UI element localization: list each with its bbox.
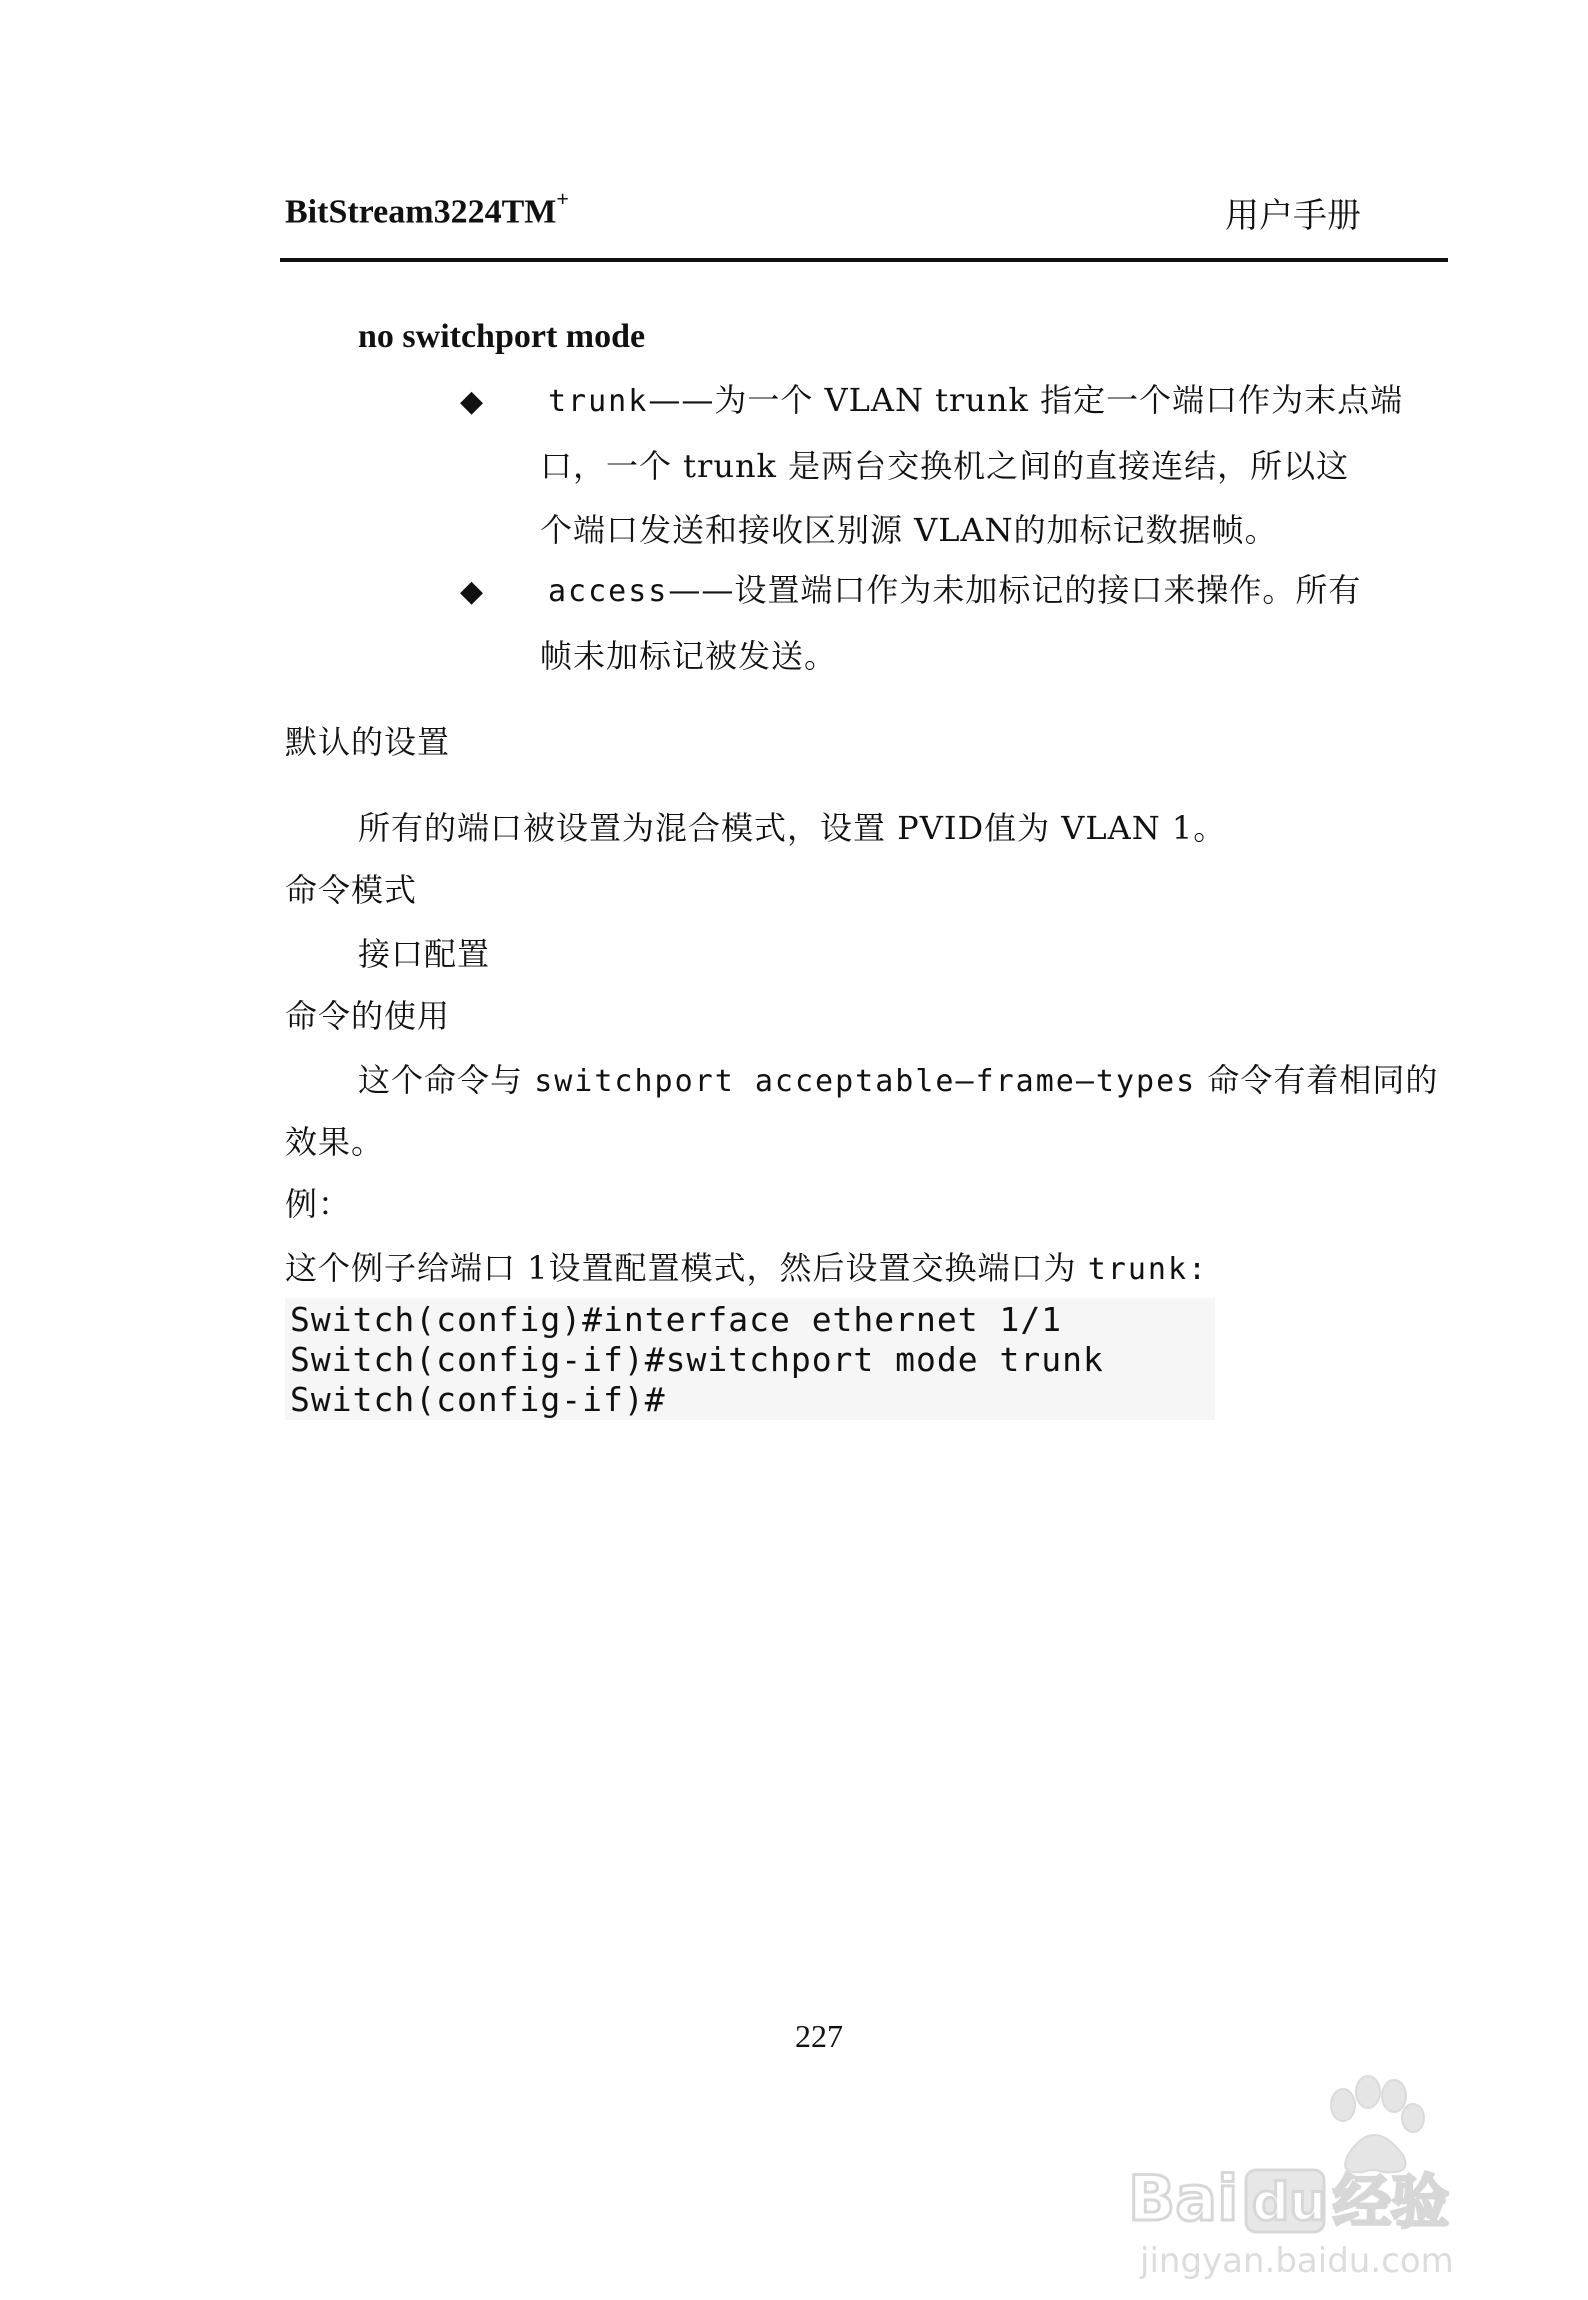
bullet-diamond-icon: ◆ [460, 574, 484, 609]
mode-text: 接口配置 [358, 935, 491, 973]
svg-text:经验: 经验 [1333, 2168, 1450, 2236]
bullet-item-trunk: trunk——为一个 VLAN trunk 指定一个端口作为末点端 口，一个 trunk 是两台交换机之间的直接连结，所以这 个端口发送和接收区别源 VLAN的加标记数据帧。 [540, 381, 1404, 549]
bullet-diamond-icon: ◆ [460, 384, 484, 419]
header-product-name: BitStream3224TM+ [285, 186, 569, 231]
trademark-plus: + [556, 186, 569, 211]
example-term-trunk: trunk: [1087, 1252, 1209, 1287]
term-access: access [548, 574, 669, 609]
default-heading: 默认的设置 [285, 723, 451, 761]
usage-text-line2: 效果。 [285, 1123, 385, 1161]
example-text: 这个例子给端口 1设置配置模式，然后设置交换端口为 trunk: [285, 1249, 1209, 1287]
command-title: no switchport mode [358, 318, 646, 355]
bullet-item-access: access——设置端口作为未加标记的接口来操作。所有 帧未加标记被发送。 [540, 571, 1362, 675]
usage-heading: 命令的使用 [285, 997, 451, 1035]
mode-heading: 命令模式 [285, 871, 418, 909]
baidu-watermark [1128, 2060, 1498, 2280]
baidu-paw-icon [1128, 2060, 1498, 2280]
example-heading: 例： [285, 1185, 352, 1223]
usage-command: switchport acceptable—frame—types [534, 1064, 1197, 1099]
page-number: 227 [795, 2018, 843, 2054]
header-divider [280, 258, 1448, 262]
svg-text:jingyan.baidu.com: jingyan.baidu.com [1140, 2241, 1454, 2280]
svg-text:du: du [1252, 2173, 1327, 2233]
header-manual-title: 用户手册 [1225, 196, 1361, 236]
code-line: Switch(config)#interface ethernet 1/1 [290, 1300, 1063, 1339]
code-line: Switch(config-if)# [290, 1380, 666, 1419]
code-line: Switch(config-if)#switchport mode trunk [290, 1340, 1104, 1379]
svg-text:Bai: Bai [1128, 2162, 1239, 2235]
default-text: 所有的端口被设置为混合模式，设置 PVID值为 VLAN 1。 [358, 809, 1227, 847]
term-trunk: trunk [548, 384, 649, 419]
usage-text: 这个命令与 switchport acceptable—frame—types 命令有着相同的 [358, 1061, 1439, 1099]
